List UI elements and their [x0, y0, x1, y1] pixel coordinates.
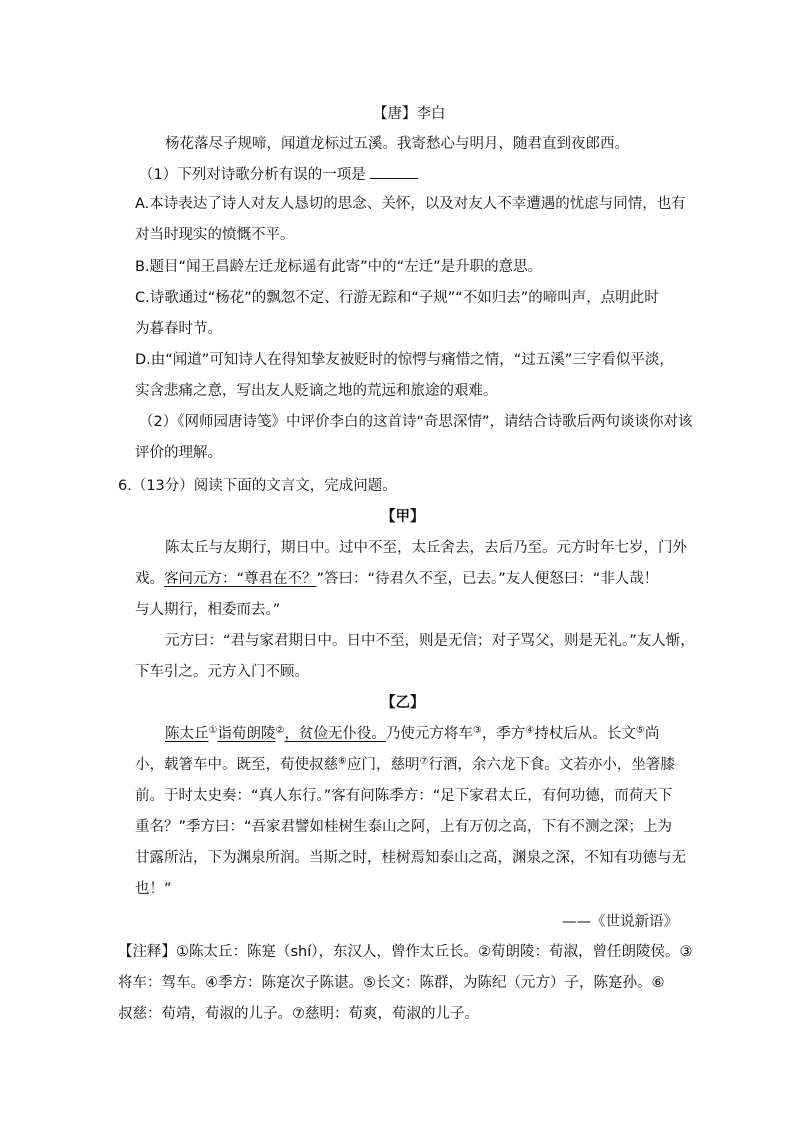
question-2-line-2: 评价的理解。 [135, 445, 222, 461]
jia-p1-line-1: 陈太丘与友期行，期日中。过中不至，太丘舍去，去后乃至。元方时年七岁，门外 [165, 540, 687, 556]
source-citation: ——《世说新语》 [562, 914, 678, 930]
question-1-stem: （1）下列对诗歌分析有误的一项是 [139, 164, 418, 185]
option-d-line-2: 实含悲痛之意，写出友人贬谪之地的荒远和旅途的艰难。 [135, 383, 498, 399]
section-jia-title: 【甲】 [381, 509, 425, 525]
section-yi-title: 【乙】 [381, 695, 425, 711]
question-6-stem: 6.（13分）阅读下面的文言文，完成问题。 [118, 478, 397, 494]
footnote-marker: ④ [525, 725, 535, 736]
notes-line-3: 叔慈：荀靖，荀淑的儿子。⑦慈明：荀爽，荀淑的儿子。 [118, 1006, 479, 1022]
notes-line-2: 将车：驾车。④季方：陈寔次子陈谌。⑤长文：陈群，为陈纪（元方）子，陈寔孙。⑥ [118, 975, 665, 991]
yi-line-1: 陈太丘①诣荀朗陵②，贫俭无仆役。乃使元方将车③，季方④持杖后从。长文⑤尚 [165, 725, 660, 742]
notes-line-1: 【注释】①陈太丘：陈寔（shí），东汉人，曾作太丘长。②荀朗陵：荀淑，曾任朗陵侯。③ [118, 944, 693, 960]
footnote-marker: ① [208, 725, 218, 736]
yi-line-5: 甘露所沾，下为渊泉所润。当斯之时，桂树焉知泰山之高，渊泉之深，不知有功德与无 [135, 850, 686, 866]
yi-line-2: 小，载箸车中。既至，荀使叔慈⑥应门，慈明⑦行酒，余六龙下食。文若亦小，坐箸膝 [135, 756, 675, 773]
footnote-marker: ⑥ [338, 756, 347, 767]
question-2-line-1: （2）《网师园唐诗笺》中评价李白的这首诗“奇思深情”，请结合诗歌后两句谈谈你对该 [139, 414, 693, 430]
answer-blank [370, 164, 418, 179]
option-a-line-1: A.本诗表达了诗人对友人恳切的思念、关怀，以及对友人不幸遭遇的忧虑与同情，也有 [135, 196, 686, 212]
footnote-marker: ⑤ [635, 725, 645, 736]
poem-author: 【唐】李白 [373, 106, 446, 122]
yi-line-4: 重名？”季方曰：“吾家君譬如桂树生泰山之阿，上有万仞之高，下有不测之深；上为 [135, 819, 673, 835]
jia-p1-line-2: 戏。客问元方：“尊君在不？”答曰：“待君久不至，已去。”友人便怒曰：“非人哉！ [135, 571, 659, 587]
option-c-line-2: 为暮春时节。 [135, 321, 222, 337]
option-c-line-1: C.诗歌通过“杨花”的飘忽不定、行游无踪和“子规”“不如归去”的啼叫声，点明此时 [135, 290, 659, 306]
yi-line-3: 前。于时太史奏：“真人东行。”客有问陈季方：“足下家君太丘，有何功德，而荷天下 [135, 788, 673, 804]
underlined-sentence: 客问元方：“尊君在不？ [164, 571, 317, 587]
jia-p2-line-1: 元方曰：“君与家君期日中。日中不至，则是无信；对子骂父，则是无礼。”友人惭， [165, 633, 695, 649]
footnote-marker: ③ [472, 725, 482, 736]
option-d-line-1: D.由“闻道”可知诗人在得知挚友被贬时的惊愕与痛惜之情，“过五溪”三字看似平淡， [135, 352, 674, 368]
footnote-marker: ⑦ [419, 756, 429, 767]
jia-p2-line-2: 下车引之。元方入门不顾。 [135, 664, 309, 680]
option-a-line-2: 对当时现实的愤慨不平。 [135, 227, 295, 243]
option-b: B.题目“闻王昌龄左迁龙标遥有此寄”中的“左迁”是升职的意思。 [135, 259, 543, 275]
poem-text: 杨花落尽子规啼，闻道龙标过五溪。我寄愁心与明月，随君直到夜郎西。 [165, 136, 629, 152]
jia-p1-line-3: 与人期行，相委而去。” [135, 602, 281, 618]
footnote-marker: ② [275, 725, 285, 736]
yi-line-6: 也！” [135, 881, 172, 897]
